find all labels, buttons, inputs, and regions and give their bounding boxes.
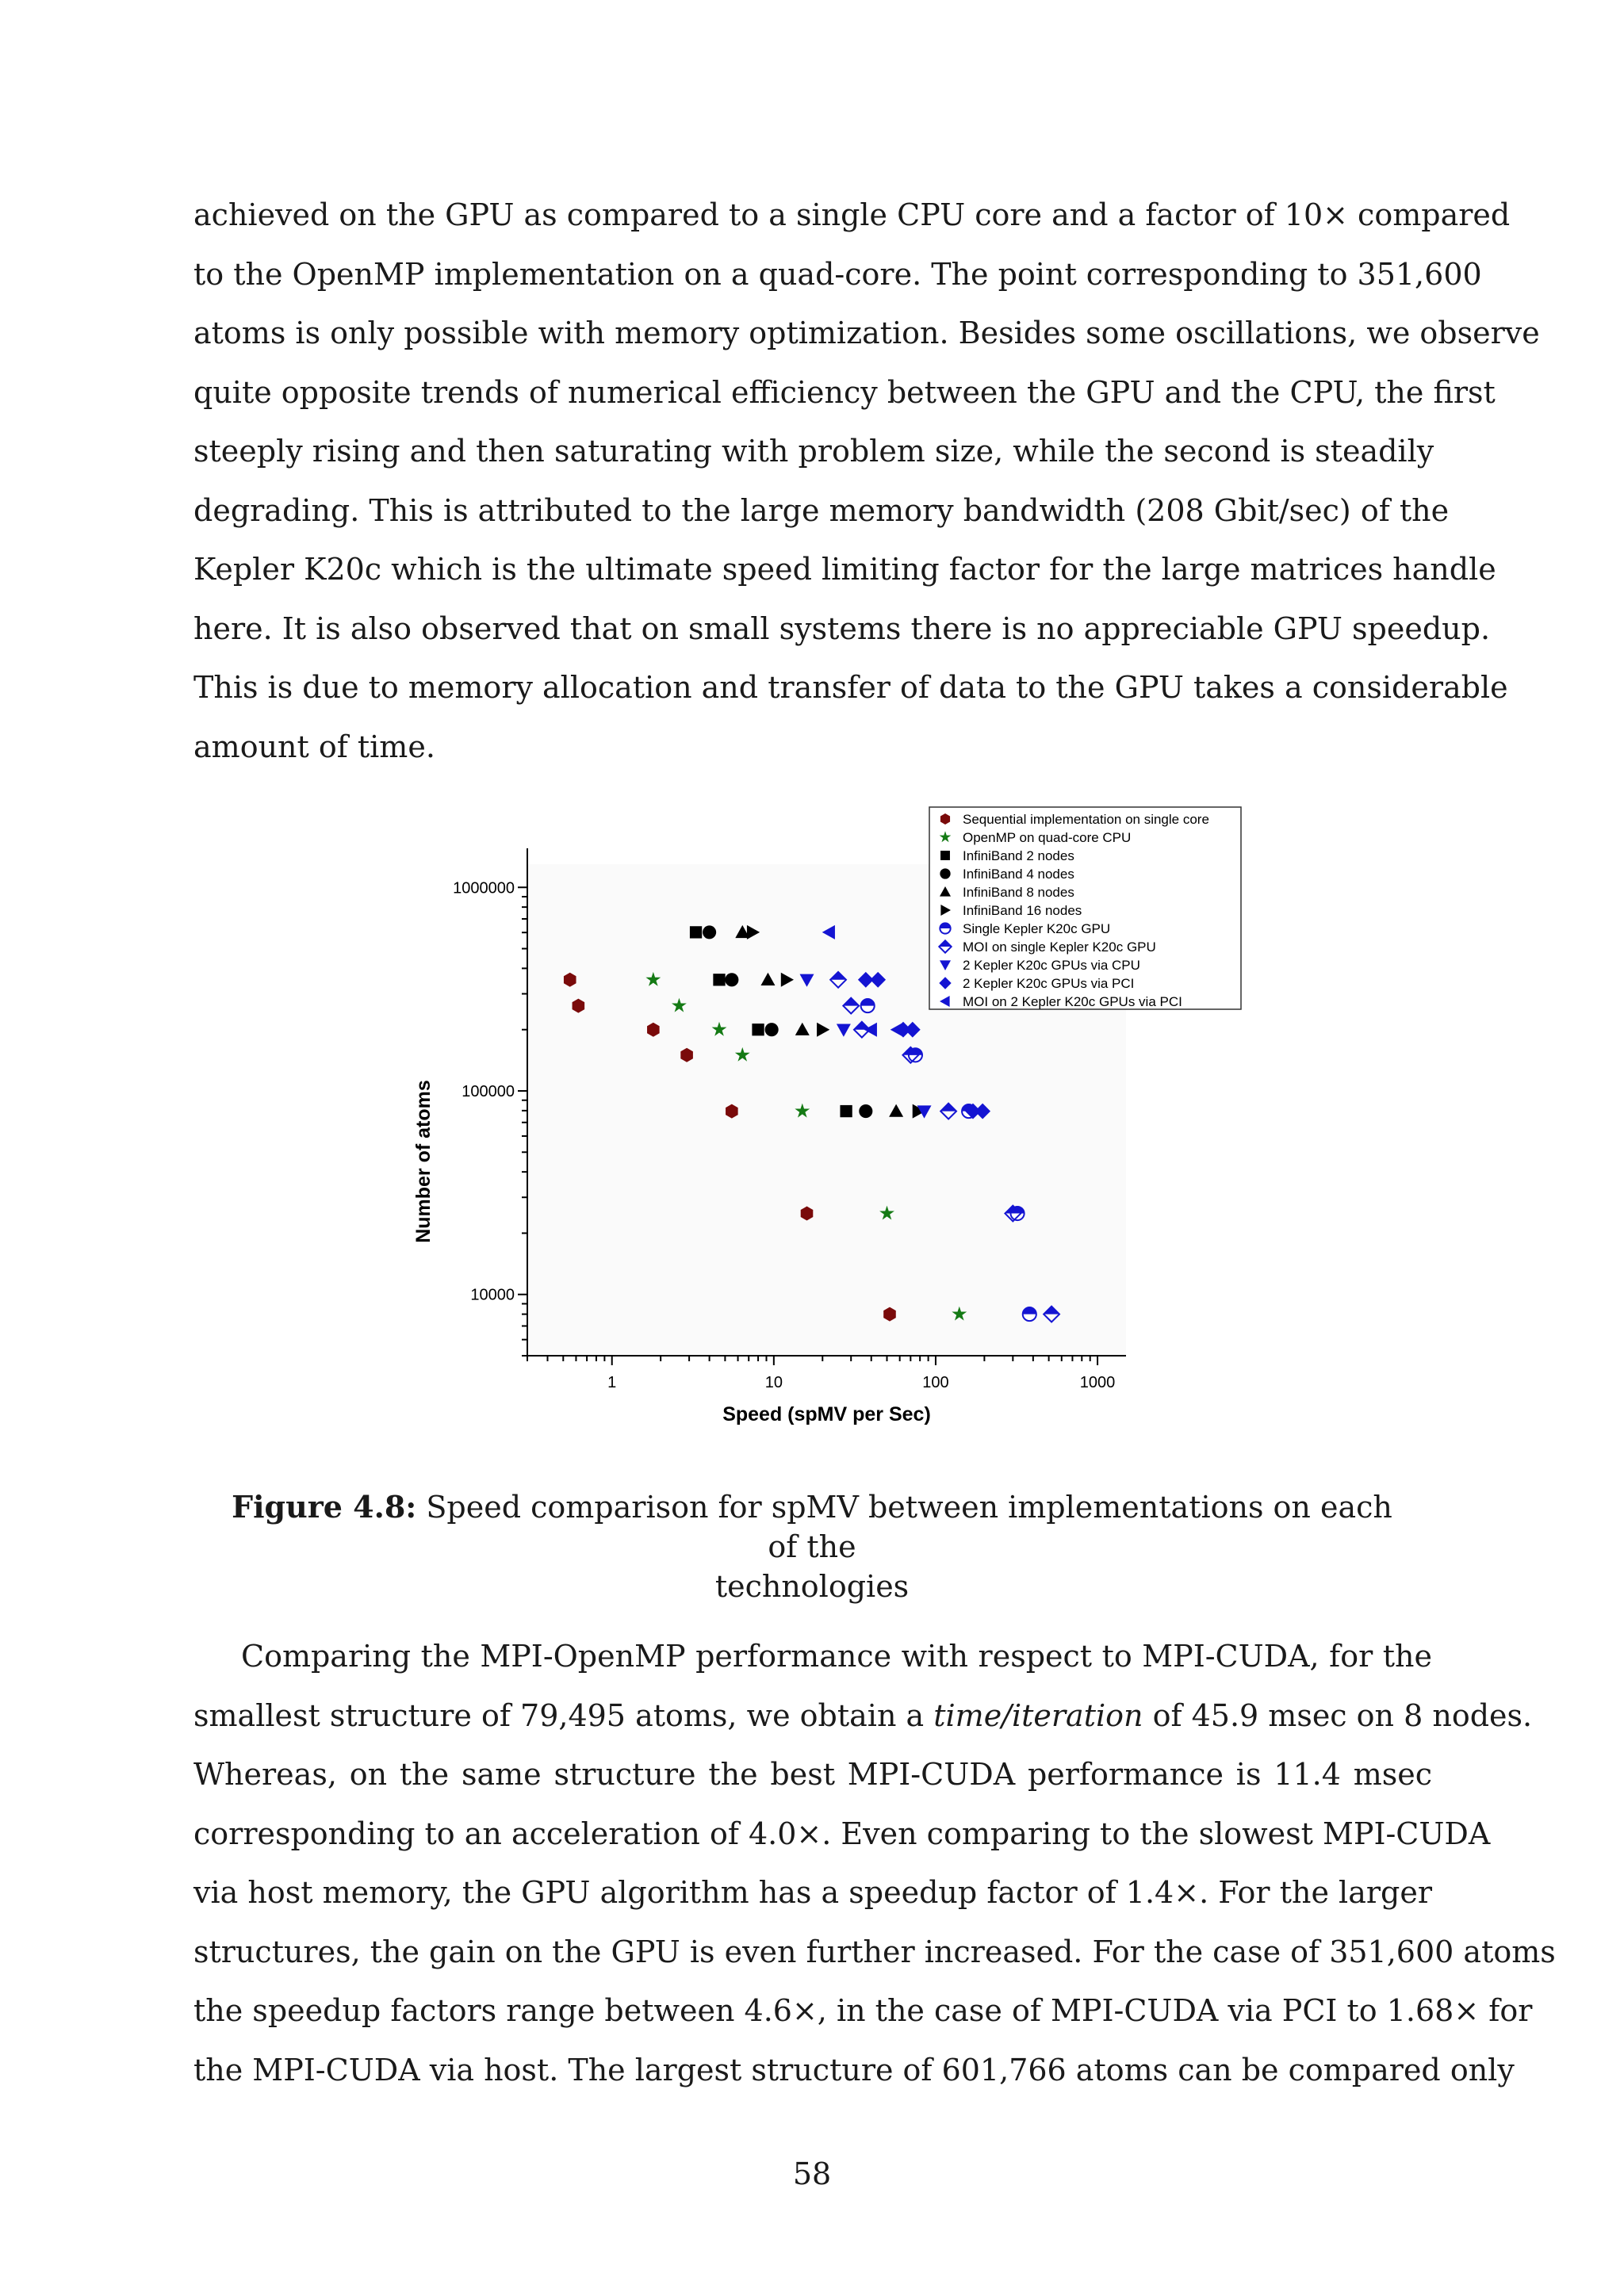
legend-marker xyxy=(940,851,950,860)
text-line: to the OpenMP implementation on a quad-core. The point corresponding to 351,600 xyxy=(193,256,1482,292)
text-line: corresponding to an acceleration of 4.0×. Even comparing to the slowest MPI-CUDA xyxy=(193,1816,1491,1851)
y-tick-label: 10000 xyxy=(470,1286,515,1304)
text-line: here. It is also observed that on small systems there is no appreciable GPU speedup. xyxy=(193,610,1491,646)
text-line: degrading. This is attributed to the large memory bandwidth (208 Gbit/sec) of the xyxy=(193,492,1450,528)
data-point xyxy=(1023,1307,1036,1321)
data-point xyxy=(690,926,702,938)
legend-label: 2 Kepler K20c GPUs via CPU xyxy=(963,958,1140,973)
legend-label: InfiniBand 16 nodes xyxy=(963,903,1082,918)
text-line: achieved on the GPU as compared to a single CPU core and a factor of 10× compared xyxy=(193,197,1511,232)
text-line: smallest structure of 79,495 atoms, we obtain a time/iteration of 45.9 msec on 8 nodes. xyxy=(193,1697,1533,1733)
speed-comparison-chart xyxy=(396,801,1253,1435)
x-tick-label: 100 xyxy=(922,1374,949,1391)
legend-label: MOI on 2 Kepler K20c GPUs via PCI xyxy=(963,994,1182,1009)
text-line: the speedup factors range between 4.6×, in the case of MPI-CUDA via PCI to 1.68× for xyxy=(193,1993,1533,2028)
text-line: the MPI-CUDA via host. The largest structure of 601,766 atoms can be compared only xyxy=(193,2052,1515,2087)
legend-label: InfiniBand 4 nodes xyxy=(963,867,1074,882)
data-point xyxy=(725,973,738,986)
text-line: structures, the gain on the GPU is even further increased. For the case of 351,600 atoms xyxy=(193,1934,1556,1969)
text-line: Kepler K20c which is the ultimate speed limiting factor for the large matrices handle xyxy=(193,552,1496,587)
text-line: Whereas, on the same structure the best MPI-CUDA performance is 11.4 msec xyxy=(193,1757,1432,1792)
y-tick-label: 100000 xyxy=(462,1082,515,1100)
legend-marker xyxy=(940,923,950,933)
data-point xyxy=(861,999,875,1012)
y-axis-label: Number of atoms xyxy=(412,1080,435,1243)
y-tick-label: 1000000 xyxy=(453,879,515,897)
data-point xyxy=(752,1024,764,1035)
x-axis-label: Speed (spMV per Sec) xyxy=(722,1403,931,1425)
legend-label: InfiniBand 2 nodes xyxy=(963,848,1074,863)
caption-text-line2: technologies xyxy=(714,1569,910,1604)
text-line: via host memory, the GPU algorithm has a speedup factor of 1.4×. For the larger xyxy=(193,1875,1432,1910)
legend-label: OpenMP on quad-core CPU xyxy=(963,830,1132,845)
text-line: atoms is only possible with memory optimization. Besides some oscillations, we observe xyxy=(193,316,1540,350)
data-point xyxy=(713,974,725,985)
data-point xyxy=(859,1104,872,1118)
legend-marker xyxy=(940,868,950,878)
text-line: steeply rising and then saturating with problem size, while the second is steadily xyxy=(193,434,1434,469)
caption-label: Figure 4.8: xyxy=(232,1489,417,1525)
legend-label: Single Kepler K20c GPU xyxy=(963,921,1111,936)
x-tick-label: 1000 xyxy=(1079,1374,1116,1391)
legend-label: Sequential implementation on single core xyxy=(963,812,1209,827)
text-line: quite opposite trends of numerical efficiency between the GPU and the CPU, the first xyxy=(193,374,1496,410)
legend-label: InfiniBand 8 nodes xyxy=(963,885,1074,900)
x-tick-label: 1 xyxy=(607,1374,617,1391)
legend-label: MOI on single Kepler K20c GPU xyxy=(963,939,1156,955)
body-paragraph-2 xyxy=(193,1627,1556,2099)
data-point xyxy=(840,1105,852,1117)
data-point xyxy=(765,1023,779,1036)
caption-text-line1: Speed comparison for spMV between implementations on each of the xyxy=(416,1490,1392,1564)
text-line: amount of time. xyxy=(193,729,435,764)
figure-caption xyxy=(222,1487,1402,1606)
page-number: 58 xyxy=(792,2156,832,2191)
data-point xyxy=(703,925,716,939)
body-paragraph-1 xyxy=(193,186,1540,776)
text-line: This is due to memory allocation and transfer of data to the GPU takes a considerable xyxy=(193,670,1508,705)
x-tick-label: 10 xyxy=(764,1374,783,1391)
text-line: Comparing the MPI-OpenMP performance with respect to MPI-CUDA, for the xyxy=(241,1639,1432,1674)
legend-label: 2 Kepler K20c GPUs via PCI xyxy=(963,976,1135,991)
